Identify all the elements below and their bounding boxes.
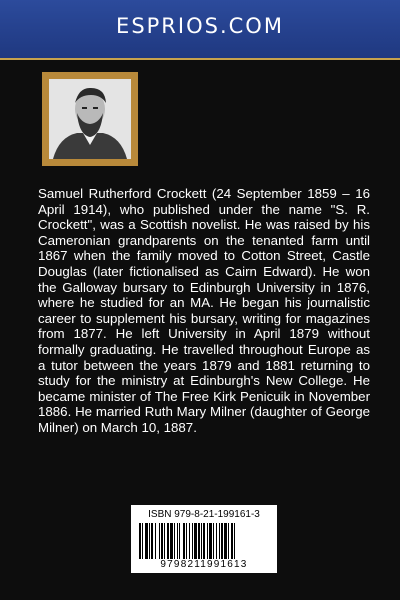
barcode-bar <box>149 523 150 559</box>
barcode-bar <box>207 523 208 559</box>
barcode-bar <box>145 523 148 559</box>
barcode-bar <box>151 523 153 559</box>
isbn-label: ISBN 979-8-21-199161-3 <box>148 509 260 520</box>
publisher-banner <box>0 0 400 60</box>
author-biography: Samuel Rutherford Crockett (24 September 1859 – 16 April 1914), who published under the name "S. R. Crockett", was a Scottish novelist. He was raised by his Cameronian grandparents on the tenanted farm until 1867 when the family moved to Cotton Street, Castle Douglas (later fictionalised as Cairn Edward). He won the Galloway bursary to Edinburgh University in 1876, where he studied for an MA. He began his journalistic career to supplement his bursary, writing for magazines from 1877. He left University in April 1879 without formally graduating. He travelled throughout Europe as a tutor between the years 1879 and 1881 returning to study for the ministry at Edinburgh's New College. He became minister of The Free Kirk Penicuik in November 1886. He married Ruth Mary Milner (daughter of George Milner) on March 10, 1887. <box>38 186 370 435</box>
barcode-bar <box>216 523 217 559</box>
barcode-bar <box>189 523 190 559</box>
barcode-bar <box>170 523 173 559</box>
barcode-bar <box>167 523 169 559</box>
barcode-bar <box>221 523 223 559</box>
publisher-brand: ESPRIOS.COM <box>116 14 284 38</box>
portrait-image <box>49 79 131 159</box>
barcode-bar <box>183 523 185 559</box>
barcode-bar <box>192 523 193 559</box>
barcode-bar <box>174 523 175 559</box>
barcode-bar <box>231 523 233 559</box>
barcode-bar <box>213 523 214 559</box>
barcode-digits: 9798211991613 <box>160 559 248 570</box>
barcode-bar <box>164 523 165 559</box>
barcode-bar <box>219 523 220 559</box>
barcode-bar <box>161 523 163 559</box>
barcode-bar <box>142 523 143 559</box>
barcode-bar <box>186 523 187 559</box>
barcode-bar <box>159 523 160 559</box>
barcode-bar <box>201 523 202 559</box>
barcode-bar <box>155 523 156 559</box>
barcode-bar <box>139 523 141 559</box>
portrait-frame <box>42 72 138 166</box>
isbn-barcode <box>131 505 277 573</box>
barcode-bar <box>209 523 212 559</box>
barcode-bar <box>234 523 235 559</box>
barcode-bar <box>177 523 178 559</box>
barcode-bar <box>198 523 200 559</box>
barcode-bar <box>194 523 197 559</box>
barcode-bars <box>139 523 269 559</box>
barcode-bar <box>179 523 180 559</box>
barcode-bar <box>203 523 205 559</box>
barcode-bar <box>224 523 227 559</box>
author-portrait <box>49 79 131 159</box>
barcode-bar <box>228 523 229 559</box>
